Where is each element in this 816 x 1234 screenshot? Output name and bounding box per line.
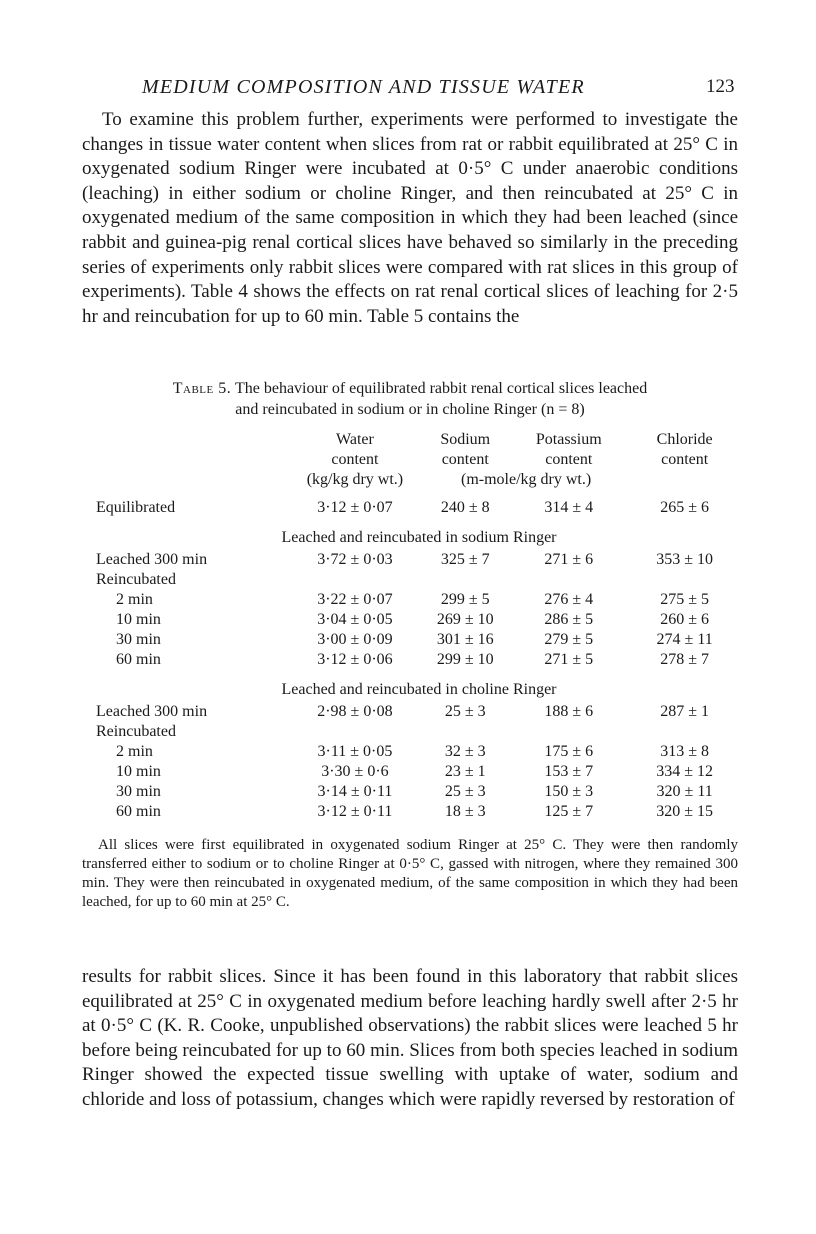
cell-water: 3·12 ± 0·06 — [317, 651, 393, 668]
cell-chloride: 287 ± 1 — [660, 703, 710, 720]
header-potassium-content: content — [545, 451, 593, 468]
header-sodium: Sodium — [440, 431, 491, 448]
cell-water: 3·00 ± 0·09 — [317, 631, 393, 648]
table-row — [96, 742, 742, 762]
cell-sodium: 25 ± 3 — [444, 783, 486, 800]
header-potassium: Potassium — [535, 431, 602, 448]
cell-sodium: 32 ± 3 — [444, 743, 486, 760]
row-label: 30 min — [116, 783, 161, 800]
cell-potassium: 188 ± 6 — [544, 703, 594, 720]
cell-chloride: 265 ± 6 — [660, 499, 710, 516]
header-chloride: Chloride — [656, 431, 713, 448]
table-row — [96, 802, 742, 822]
row-label: Equilibrated — [96, 499, 176, 516]
table-row — [96, 570, 742, 590]
cell-sodium: 240 ± 8 — [440, 499, 490, 516]
cell-potassium: 153 ± 7 — [544, 763, 594, 780]
table-caption — [100, 378, 720, 420]
table-row — [96, 782, 742, 802]
table-row — [96, 650, 742, 670]
table-row — [96, 610, 742, 630]
cell-sodium: 23 ± 1 — [444, 763, 486, 780]
table-header-row — [96, 430, 742, 450]
cell-chloride: 334 ± 12 — [656, 763, 714, 780]
header-water: Water — [336, 431, 374, 448]
cell-chloride: 320 ± 15 — [656, 803, 714, 820]
cell-potassium: 286 ± 5 — [544, 611, 594, 628]
cell-water: 3·30 ± 0·6 — [321, 763, 389, 780]
row-label: 10 min — [116, 611, 161, 628]
cell-water: 3·22 ± 0·07 — [317, 591, 393, 608]
cell-chloride: 313 ± 8 — [660, 743, 710, 760]
section-title-sodium: Leached and reincubated in sodium Ringer — [281, 529, 557, 546]
cell-potassium: 125 ± 7 — [544, 803, 594, 820]
section-title-choline: Leached and reincubated in choline Ringer — [281, 681, 557, 698]
header-mmole-unit: (m-mole/kg dry wt.) — [461, 471, 592, 488]
header-water-unit: (kg/kg dry wt.) — [306, 471, 404, 488]
cell-water: 3·04 ± 0·05 — [317, 611, 393, 628]
cell-water: 2·98 ± 0·08 — [317, 703, 393, 720]
row-label: 2 min — [116, 591, 153, 608]
section-heading — [96, 678, 742, 702]
table-caption-line-1: The behaviour of equilibrated rabbit renal cortical slices leached — [234, 380, 648, 397]
data-table — [96, 430, 742, 822]
header-sodium-content: content — [441, 451, 489, 468]
row-label: Reincubated — [96, 723, 176, 740]
cell-chloride: 353 ± 10 — [656, 551, 714, 568]
cell-potassium: 271 ± 5 — [544, 651, 594, 668]
cell-water: 3·12 ± 0·11 — [317, 803, 393, 820]
row-label: Reincubated — [96, 571, 176, 588]
table-row — [96, 762, 742, 782]
cell-water: 3·72 ± 0·03 — [317, 551, 393, 568]
table-row — [96, 590, 742, 610]
row-label: 2 min — [116, 743, 153, 760]
page-number: 123 — [706, 76, 735, 97]
table-header-row — [96, 450, 742, 470]
table-row — [96, 498, 742, 518]
row-label: 60 min — [116, 803, 161, 820]
table-label: Table 5. — [172, 380, 232, 397]
cell-chloride: 274 ± 11 — [656, 631, 713, 648]
cell-sodium: 301 ± 16 — [436, 631, 494, 648]
cell-chloride: 278 ± 7 — [660, 651, 710, 668]
table-caption-line-2: and reincubated in sodium or in choline Ringer (n = 8) — [235, 401, 585, 418]
table-row — [96, 702, 742, 722]
cell-chloride: 260 ± 6 — [660, 611, 710, 628]
cell-potassium: 314 ± 4 — [544, 499, 594, 516]
cell-chloride: 320 ± 11 — [656, 783, 713, 800]
cell-sodium: 25 ± 3 — [444, 703, 486, 720]
table-row — [96, 630, 742, 650]
cell-potassium: 279 ± 5 — [544, 631, 594, 648]
cell-water: 3·12 ± 0·07 — [317, 499, 393, 516]
cell-potassium: 150 ± 3 — [544, 783, 594, 800]
table-footnote: All slices were first equilibrated in oxygenated sodium Ringer at 25° C. They were then randomly transferred either to sodium or to choline Ringer at 0·5° C, gassed with nitrogen, where they remained 300 min. They were then reincubated in oxygenated medium, of the same composition in which they had been leached, for up to 60 min at 25° C. — [82, 837, 738, 910]
table-row — [96, 550, 742, 570]
cell-sodium: 325 ± 7 — [440, 551, 490, 568]
header-water-content: content — [331, 451, 379, 468]
row-label: Leached 300 min — [96, 551, 208, 568]
running-head: MEDIUM COMPOSITION AND TISSUE WATER — [142, 76, 585, 98]
section-heading — [96, 526, 742, 550]
row-label: 60 min — [116, 651, 161, 668]
body-paragraph-1: To examine this problem further, experiments were performed to investigate the changes in tissue water content when slices from rat or rabbit equilibrated at 25° C in oxygenated sodium Ringer were incubated at 0·5° C under anaerobic conditions (leaching) in either sodium or choline Ringer, and then reincubated at 25° C in oxygenated medium of the same composition in which they had been leached (since rabbit and guinea-pig renal cortical slices have behaved so similarly in the preceding series of experiments only rabbit slices were compared with rat slices in this group of experiments). Table 4 shows the effects on rat renal cortical slices of leaching for 2·5 hr and reincubation for up to 60 min. Table 5 contains the — [82, 109, 738, 327]
header-chloride-content: content — [661, 451, 709, 468]
cell-potassium: 276 ± 4 — [544, 591, 594, 608]
table-row — [96, 722, 742, 742]
row-label: 30 min — [116, 631, 161, 648]
cell-chloride: 275 ± 5 — [660, 591, 710, 608]
table-header-row — [96, 470, 742, 490]
cell-potassium: 175 ± 6 — [544, 743, 594, 760]
cell-sodium: 269 ± 10 — [436, 611, 494, 628]
row-label: 10 min — [116, 763, 161, 780]
cell-water: 3·11 ± 0·05 — [317, 743, 393, 760]
cell-sodium: 299 ± 5 — [440, 591, 490, 608]
row-label: Leached 300 min — [96, 703, 208, 720]
cell-water: 3·14 ± 0·11 — [317, 783, 393, 800]
cell-sodium: 18 ± 3 — [444, 803, 486, 820]
cell-sodium: 299 ± 10 — [436, 651, 494, 668]
body-paragraph-2: results for rabbit slices. Since it has been found in this laboratory that rabbit slices equilibrated at 25° C in oxygenated medium before leaching hardly swell after 2·5 hr at 0·5° C (K. R. Cooke, unpublished observations) the rabbit slices were leached 5 hr before being reincubated for up to 60 min. Slices from both species leached in sodium Ringer showed the expected tissue swelling with uptake of water, sodium and chloride and loss of potassium, changes which were rapidly reversed by restoration of — [82, 966, 738, 1110]
cell-potassium: 271 ± 6 — [544, 551, 594, 568]
